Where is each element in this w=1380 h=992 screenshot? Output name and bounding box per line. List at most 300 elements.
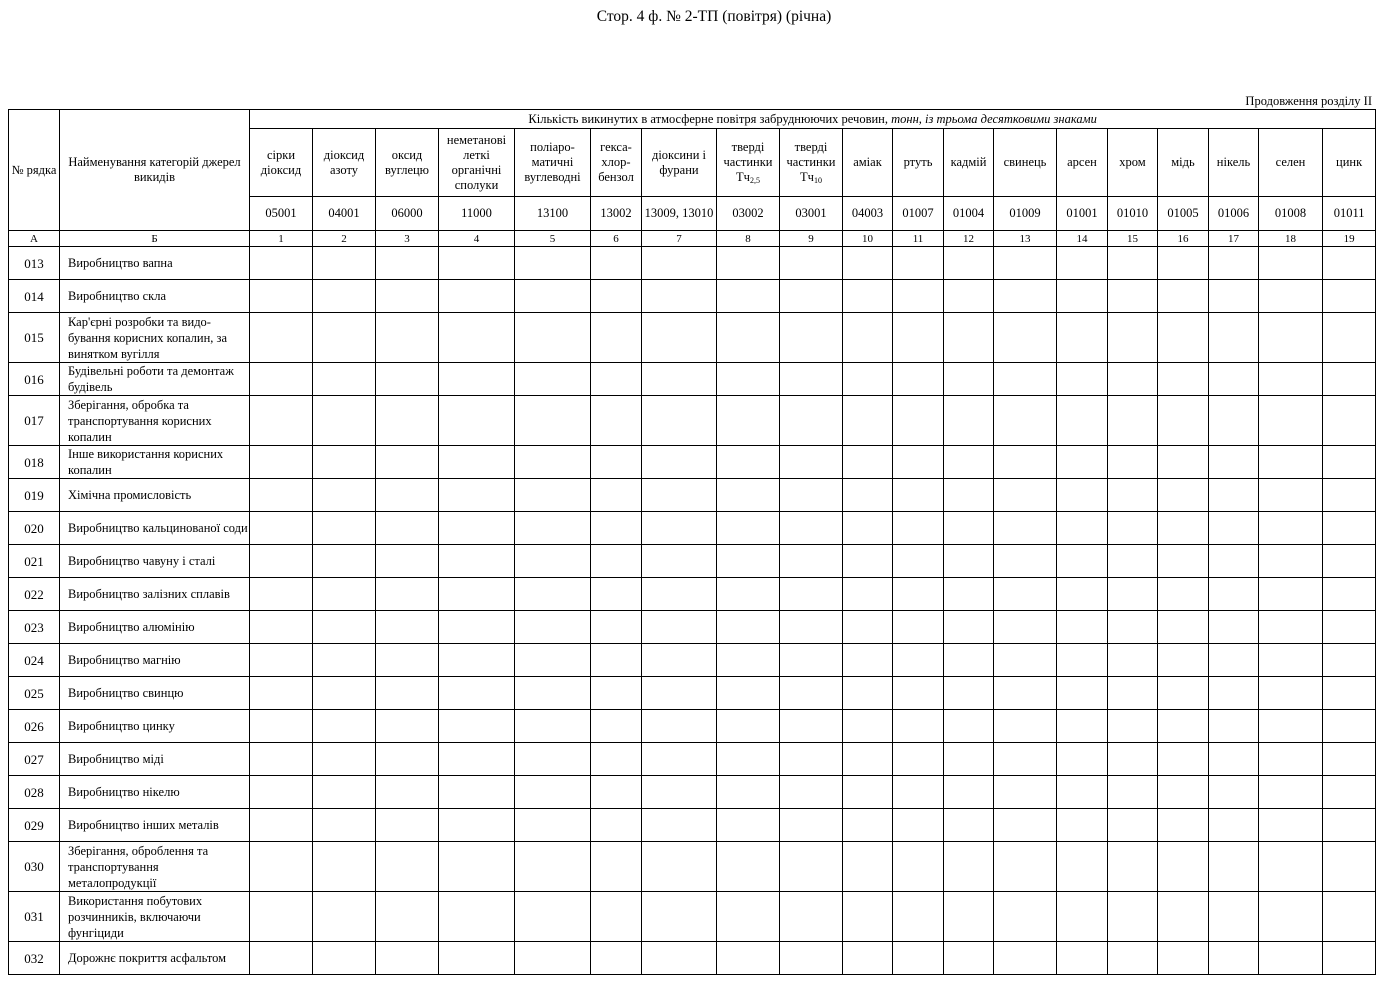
value-cell[interactable] (250, 842, 313, 892)
value-cell[interactable] (717, 578, 780, 611)
value-cell[interactable] (1108, 313, 1158, 363)
value-cell[interactable] (1323, 479, 1376, 512)
value-cell[interactable] (994, 396, 1057, 446)
value-cell[interactable] (515, 313, 591, 363)
value-cell[interactable] (313, 545, 376, 578)
value-cell[interactable] (376, 776, 439, 809)
value-cell[interactable] (994, 892, 1057, 942)
value-cell[interactable] (376, 578, 439, 611)
value-cell[interactable] (591, 363, 642, 396)
value-cell[interactable] (780, 710, 843, 743)
value-cell[interactable] (1259, 512, 1323, 545)
value-cell[interactable] (1158, 479, 1209, 512)
value-cell[interactable] (1259, 280, 1323, 313)
value-cell[interactable] (717, 809, 780, 842)
value-cell[interactable] (780, 842, 843, 892)
value-cell[interactable] (1259, 710, 1323, 743)
value-cell[interactable] (313, 446, 376, 479)
value-cell[interactable] (591, 479, 642, 512)
value-cell[interactable] (515, 677, 591, 710)
value-cell[interactable] (994, 578, 1057, 611)
value-cell[interactable] (1108, 677, 1158, 710)
value-cell[interactable] (376, 545, 439, 578)
value-cell[interactable] (515, 776, 591, 809)
value-cell[interactable] (313, 942, 376, 975)
value-cell[interactable] (1108, 545, 1158, 578)
value-cell[interactable] (893, 545, 944, 578)
value-cell[interactable] (1158, 280, 1209, 313)
value-cell[interactable] (642, 545, 717, 578)
value-cell[interactable] (1323, 942, 1376, 975)
value-cell[interactable] (1158, 611, 1209, 644)
value-cell[interactable] (843, 644, 893, 677)
value-cell[interactable] (780, 809, 843, 842)
value-cell[interactable] (591, 842, 642, 892)
value-cell[interactable] (642, 446, 717, 479)
value-cell[interactable] (1209, 743, 1259, 776)
value-cell[interactable] (780, 942, 843, 975)
value-cell[interactable] (1057, 280, 1108, 313)
value-cell[interactable] (843, 776, 893, 809)
value-cell[interactable] (591, 677, 642, 710)
value-cell[interactable] (250, 809, 313, 842)
value-cell[interactable] (439, 313, 515, 363)
value-cell[interactable] (591, 743, 642, 776)
value-cell[interactable] (439, 611, 515, 644)
value-cell[interactable] (717, 479, 780, 512)
value-cell[interactable] (250, 280, 313, 313)
value-cell[interactable] (1323, 611, 1376, 644)
value-cell[interactable] (313, 578, 376, 611)
value-cell[interactable] (591, 396, 642, 446)
value-cell[interactable] (1323, 313, 1376, 363)
value-cell[interactable] (780, 644, 843, 677)
value-cell[interactable] (1108, 446, 1158, 479)
value-cell[interactable] (591, 578, 642, 611)
value-cell[interactable] (944, 247, 994, 280)
value-cell[interactable] (1057, 313, 1108, 363)
value-cell[interactable] (944, 611, 994, 644)
value-cell[interactable] (1209, 396, 1259, 446)
value-cell[interactable] (1209, 677, 1259, 710)
value-cell[interactable] (591, 280, 642, 313)
value-cell[interactable] (376, 611, 439, 644)
value-cell[interactable] (893, 446, 944, 479)
value-cell[interactable] (843, 842, 893, 892)
value-cell[interactable] (1057, 710, 1108, 743)
value-cell[interactable] (994, 512, 1057, 545)
value-cell[interactable] (1108, 363, 1158, 396)
value-cell[interactable] (1108, 743, 1158, 776)
value-cell[interactable] (439, 776, 515, 809)
value-cell[interactable] (376, 313, 439, 363)
value-cell[interactable] (1259, 942, 1323, 975)
value-cell[interactable] (515, 644, 591, 677)
value-cell[interactable] (893, 809, 944, 842)
value-cell[interactable] (376, 842, 439, 892)
value-cell[interactable] (515, 363, 591, 396)
value-cell[interactable] (642, 512, 717, 545)
value-cell[interactable] (591, 942, 642, 975)
value-cell[interactable] (843, 809, 893, 842)
value-cell[interactable] (642, 743, 717, 776)
value-cell[interactable] (717, 942, 780, 975)
value-cell[interactable] (250, 512, 313, 545)
value-cell[interactable] (1158, 644, 1209, 677)
value-cell[interactable] (642, 479, 717, 512)
value-cell[interactable] (893, 280, 944, 313)
value-cell[interactable] (944, 280, 994, 313)
value-cell[interactable] (1108, 247, 1158, 280)
value-cell[interactable] (642, 710, 717, 743)
value-cell[interactable] (1323, 677, 1376, 710)
value-cell[interactable] (250, 545, 313, 578)
value-cell[interactable] (376, 479, 439, 512)
value-cell[interactable] (642, 247, 717, 280)
value-cell[interactable] (250, 892, 313, 942)
value-cell[interactable] (843, 313, 893, 363)
value-cell[interactable] (1057, 892, 1108, 942)
value-cell[interactable] (717, 776, 780, 809)
value-cell[interactable] (1158, 842, 1209, 892)
value-cell[interactable] (1108, 710, 1158, 743)
value-cell[interactable] (376, 743, 439, 776)
value-cell[interactable] (313, 611, 376, 644)
value-cell[interactable] (994, 363, 1057, 396)
value-cell[interactable] (843, 396, 893, 446)
value-cell[interactable] (313, 892, 376, 942)
value-cell[interactable] (1158, 578, 1209, 611)
value-cell[interactable] (1057, 578, 1108, 611)
value-cell[interactable] (780, 545, 843, 578)
value-cell[interactable] (944, 842, 994, 892)
value-cell[interactable] (994, 710, 1057, 743)
value-cell[interactable] (1209, 280, 1259, 313)
value-cell[interactable] (1209, 710, 1259, 743)
value-cell[interactable] (1323, 743, 1376, 776)
value-cell[interactable] (591, 512, 642, 545)
value-cell[interactable] (591, 611, 642, 644)
value-cell[interactable] (1057, 446, 1108, 479)
value-cell[interactable] (591, 809, 642, 842)
value-cell[interactable] (843, 892, 893, 942)
value-cell[interactable] (944, 313, 994, 363)
value-cell[interactable] (591, 247, 642, 280)
value-cell[interactable] (1057, 479, 1108, 512)
value-cell[interactable] (1323, 776, 1376, 809)
value-cell[interactable] (1323, 892, 1376, 942)
value-cell[interactable] (376, 942, 439, 975)
value-cell[interactable] (439, 743, 515, 776)
value-cell[interactable] (1209, 892, 1259, 942)
value-cell[interactable] (376, 677, 439, 710)
value-cell[interactable] (515, 892, 591, 942)
value-cell[interactable] (250, 644, 313, 677)
value-cell[interactable] (1209, 545, 1259, 578)
value-cell[interactable] (944, 776, 994, 809)
value-cell[interactable] (642, 677, 717, 710)
value-cell[interactable] (843, 280, 893, 313)
value-cell[interactable] (994, 644, 1057, 677)
value-cell[interactable] (780, 892, 843, 942)
value-cell[interactable] (642, 280, 717, 313)
value-cell[interactable] (642, 809, 717, 842)
value-cell[interactable] (780, 313, 843, 363)
value-cell[interactable] (1259, 247, 1323, 280)
value-cell[interactable] (1057, 743, 1108, 776)
value-cell[interactable] (1259, 545, 1323, 578)
value-cell[interactable] (1057, 842, 1108, 892)
value-cell[interactable] (1259, 363, 1323, 396)
value-cell[interactable] (717, 892, 780, 942)
value-cell[interactable] (1259, 578, 1323, 611)
value-cell[interactable] (1158, 710, 1209, 743)
value-cell[interactable] (780, 247, 843, 280)
value-cell[interactable] (1259, 313, 1323, 363)
value-cell[interactable] (944, 446, 994, 479)
value-cell[interactable] (1108, 809, 1158, 842)
value-cell[interactable] (843, 363, 893, 396)
value-cell[interactable] (717, 247, 780, 280)
value-cell[interactable] (843, 479, 893, 512)
value-cell[interactable] (313, 280, 376, 313)
value-cell[interactable] (1259, 776, 1323, 809)
value-cell[interactable] (313, 776, 376, 809)
value-cell[interactable] (1209, 578, 1259, 611)
value-cell[interactable] (994, 611, 1057, 644)
value-cell[interactable] (893, 363, 944, 396)
value-cell[interactable] (944, 512, 994, 545)
value-cell[interactable] (893, 479, 944, 512)
value-cell[interactable] (893, 247, 944, 280)
value-cell[interactable] (893, 842, 944, 892)
value-cell[interactable] (439, 842, 515, 892)
value-cell[interactable] (439, 396, 515, 446)
value-cell[interactable] (893, 942, 944, 975)
value-cell[interactable] (376, 512, 439, 545)
value-cell[interactable] (376, 396, 439, 446)
value-cell[interactable] (944, 644, 994, 677)
value-cell[interactable] (250, 578, 313, 611)
value-cell[interactable] (439, 578, 515, 611)
value-cell[interactable] (1158, 446, 1209, 479)
value-cell[interactable] (1259, 396, 1323, 446)
value-cell[interactable] (1057, 776, 1108, 809)
value-cell[interactable] (780, 677, 843, 710)
value-cell[interactable] (893, 743, 944, 776)
value-cell[interactable] (439, 512, 515, 545)
value-cell[interactable] (1158, 313, 1209, 363)
value-cell[interactable] (843, 942, 893, 975)
value-cell[interactable] (642, 644, 717, 677)
value-cell[interactable] (780, 743, 843, 776)
value-cell[interactable] (717, 710, 780, 743)
value-cell[interactable] (843, 545, 893, 578)
value-cell[interactable] (944, 479, 994, 512)
value-cell[interactable] (994, 942, 1057, 975)
value-cell[interactable] (591, 545, 642, 578)
value-cell[interactable] (1323, 578, 1376, 611)
value-cell[interactable] (250, 396, 313, 446)
value-cell[interactable] (515, 396, 591, 446)
value-cell[interactable] (642, 776, 717, 809)
value-cell[interactable] (1259, 611, 1323, 644)
value-cell[interactable] (313, 743, 376, 776)
value-cell[interactable] (893, 776, 944, 809)
value-cell[interactable] (717, 313, 780, 363)
value-cell[interactable] (1108, 280, 1158, 313)
value-cell[interactable] (313, 479, 376, 512)
value-cell[interactable] (515, 512, 591, 545)
value-cell[interactable] (439, 247, 515, 280)
value-cell[interactable] (994, 280, 1057, 313)
value-cell[interactable] (1057, 677, 1108, 710)
value-cell[interactable] (376, 809, 439, 842)
value-cell[interactable] (843, 446, 893, 479)
value-cell[interactable] (1259, 809, 1323, 842)
value-cell[interactable] (376, 892, 439, 942)
value-cell[interactable] (1158, 363, 1209, 396)
value-cell[interactable] (843, 677, 893, 710)
value-cell[interactable] (1108, 479, 1158, 512)
value-cell[interactable] (944, 942, 994, 975)
value-cell[interactable] (1057, 363, 1108, 396)
value-cell[interactable] (515, 743, 591, 776)
value-cell[interactable] (515, 710, 591, 743)
value-cell[interactable] (1108, 578, 1158, 611)
value-cell[interactable] (313, 644, 376, 677)
value-cell[interactable] (1209, 363, 1259, 396)
value-cell[interactable] (1323, 842, 1376, 892)
value-cell[interactable] (1323, 512, 1376, 545)
value-cell[interactable] (1209, 644, 1259, 677)
value-cell[interactable] (717, 512, 780, 545)
value-cell[interactable] (944, 809, 994, 842)
value-cell[interactable] (313, 677, 376, 710)
value-cell[interactable] (1108, 892, 1158, 942)
value-cell[interactable] (843, 247, 893, 280)
value-cell[interactable] (1158, 776, 1209, 809)
value-cell[interactable] (944, 363, 994, 396)
value-cell[interactable] (1108, 611, 1158, 644)
value-cell[interactable] (1108, 942, 1158, 975)
value-cell[interactable] (515, 809, 591, 842)
value-cell[interactable] (843, 710, 893, 743)
value-cell[interactable] (439, 446, 515, 479)
value-cell[interactable] (1209, 809, 1259, 842)
value-cell[interactable] (994, 743, 1057, 776)
value-cell[interactable] (642, 396, 717, 446)
value-cell[interactable] (843, 743, 893, 776)
value-cell[interactable] (1108, 396, 1158, 446)
value-cell[interactable] (1057, 809, 1108, 842)
value-cell[interactable] (893, 644, 944, 677)
value-cell[interactable] (1323, 545, 1376, 578)
value-cell[interactable] (893, 313, 944, 363)
value-cell[interactable] (1057, 396, 1108, 446)
value-cell[interactable] (944, 892, 994, 942)
value-cell[interactable] (313, 247, 376, 280)
value-cell[interactable] (780, 396, 843, 446)
value-cell[interactable] (515, 479, 591, 512)
value-cell[interactable] (1259, 479, 1323, 512)
value-cell[interactable] (780, 611, 843, 644)
value-cell[interactable] (1323, 710, 1376, 743)
value-cell[interactable] (1209, 611, 1259, 644)
value-cell[interactable] (1323, 446, 1376, 479)
value-cell[interactable] (1209, 512, 1259, 545)
value-cell[interactable] (1158, 942, 1209, 975)
value-cell[interactable] (994, 809, 1057, 842)
value-cell[interactable] (439, 677, 515, 710)
value-cell[interactable] (1158, 677, 1209, 710)
value-cell[interactable] (313, 313, 376, 363)
value-cell[interactable] (1209, 313, 1259, 363)
value-cell[interactable] (780, 479, 843, 512)
value-cell[interactable] (515, 611, 591, 644)
value-cell[interactable] (893, 677, 944, 710)
value-cell[interactable] (1158, 396, 1209, 446)
value-cell[interactable] (944, 545, 994, 578)
value-cell[interactable] (250, 677, 313, 710)
value-cell[interactable] (994, 776, 1057, 809)
value-cell[interactable] (717, 611, 780, 644)
value-cell[interactable] (515, 942, 591, 975)
value-cell[interactable] (591, 446, 642, 479)
value-cell[interactable] (591, 776, 642, 809)
value-cell[interactable] (1323, 280, 1376, 313)
value-cell[interactable] (591, 892, 642, 942)
value-cell[interactable] (1108, 776, 1158, 809)
value-cell[interactable] (591, 710, 642, 743)
value-cell[interactable] (376, 644, 439, 677)
value-cell[interactable] (717, 545, 780, 578)
value-cell[interactable] (313, 396, 376, 446)
value-cell[interactable] (376, 710, 439, 743)
value-cell[interactable] (780, 776, 843, 809)
value-cell[interactable] (376, 247, 439, 280)
value-cell[interactable] (1158, 743, 1209, 776)
value-cell[interactable] (1158, 512, 1209, 545)
value-cell[interactable] (439, 545, 515, 578)
value-cell[interactable] (642, 942, 717, 975)
value-cell[interactable] (994, 677, 1057, 710)
value-cell[interactable] (1057, 247, 1108, 280)
value-cell[interactable] (515, 247, 591, 280)
value-cell[interactable] (439, 710, 515, 743)
value-cell[interactable] (780, 512, 843, 545)
value-cell[interactable] (994, 313, 1057, 363)
value-cell[interactable] (642, 611, 717, 644)
value-cell[interactable] (439, 809, 515, 842)
value-cell[interactable] (717, 842, 780, 892)
value-cell[interactable] (313, 809, 376, 842)
value-cell[interactable] (250, 710, 313, 743)
value-cell[interactable] (642, 578, 717, 611)
value-cell[interactable] (439, 280, 515, 313)
value-cell[interactable] (642, 892, 717, 942)
value-cell[interactable] (439, 363, 515, 396)
value-cell[interactable] (1323, 247, 1376, 280)
value-cell[interactable] (717, 363, 780, 396)
value-cell[interactable] (515, 545, 591, 578)
value-cell[interactable] (642, 313, 717, 363)
value-cell[interactable] (439, 942, 515, 975)
value-cell[interactable] (642, 842, 717, 892)
value-cell[interactable] (1209, 479, 1259, 512)
value-cell[interactable] (250, 743, 313, 776)
value-cell[interactable] (1259, 892, 1323, 942)
